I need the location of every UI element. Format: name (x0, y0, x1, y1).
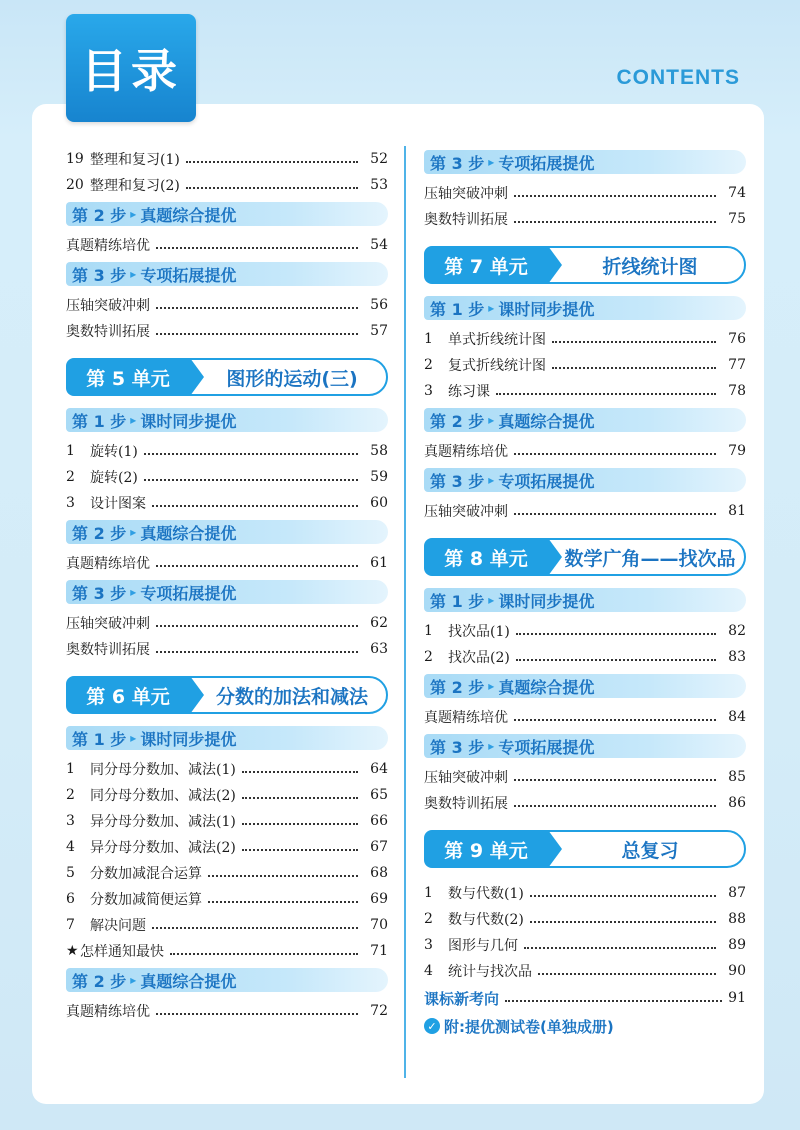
arrow-icon: ▸ (488, 473, 495, 487)
toc-row[interactable]: ★ 怎样通知最快 71 (66, 943, 388, 960)
step-header: 第 1 步 ▸ 课时同步提优 (424, 296, 746, 320)
unit-8-header: 第 8 单元 数学广角——找次品 (424, 538, 746, 578)
appendix-entry[interactable]: ✓ 附:提优测试卷(单独成册) (424, 1012, 746, 1040)
arrow-icon: ▸ (488, 593, 495, 607)
toc-row[interactable]: 3 练习课 78 (424, 383, 746, 400)
toc-row[interactable]: 压轴突破冲刺 81 (424, 503, 746, 520)
arrow-icon: ▸ (130, 731, 137, 745)
toc-row[interactable]: 1 旋转(1) 58 (66, 443, 388, 460)
toc-row[interactable]: 3 设计图案 60 (66, 495, 388, 512)
toc-row[interactable]: 真题精练培优 72 (66, 1003, 388, 1020)
toc-row[interactable]: 1 数与代数(1) 87 (424, 885, 746, 902)
toc-row[interactable]: 3 异分母分数加、减法(1) 66 (66, 813, 388, 830)
step-header: 第 3 步 ▸ 专项拓展提优 (424, 468, 746, 492)
arrow-icon: ▸ (488, 301, 495, 315)
toc-row[interactable]: 压轴突破冲刺 56 (66, 297, 388, 314)
step-header: 第 2 步 ▸ 真题综合提优 (66, 202, 388, 226)
step-header: 第 2 步 ▸ 真题综合提优 (424, 674, 746, 698)
arrow-icon: ▸ (130, 585, 137, 599)
toc-row[interactable]: 20 整理和复习(2) 53 (66, 177, 388, 194)
unit-5-header: 第 5 单元 图形的运动(三) (66, 358, 388, 398)
toc-row[interactable]: 4 异分母分数加、减法(2) 67 (66, 839, 388, 856)
toc-row[interactable]: 奥数特训拓展 75 (424, 211, 746, 228)
step-header: 第 3 步 ▸ 专项拓展提优 (424, 150, 746, 174)
toc-row[interactable]: 2 数与代数(2) 88 (424, 911, 746, 928)
toc-row[interactable]: 6 分数加减简便运算 69 (66, 891, 388, 908)
page-title: 目录 (66, 14, 196, 122)
arrow-icon: ▸ (488, 679, 495, 693)
step-header: 第 3 步 ▸ 专项拓展提优 (66, 262, 388, 286)
left-column (66, 146, 388, 1024)
toc-row[interactable]: 3 图形与几何 89 (424, 937, 746, 954)
toc-row[interactable]: 1 找次品(1) 82 (424, 623, 746, 640)
arrow-icon: ▸ (488, 739, 495, 753)
step-header: 第 2 步 ▸ 真题综合提优 (66, 968, 388, 992)
toc-row[interactable]: 压轴突破冲刺 85 (424, 769, 746, 786)
toc-row[interactable]: 真题精练培优 54 (66, 237, 388, 254)
toc-row[interactable]: 5 分数加减混合运算 68 (66, 865, 388, 882)
toc-row[interactable]: 压轴突破冲刺 62 (66, 615, 388, 632)
right-column (424, 146, 746, 1040)
step-header: 第 1 步 ▸ 课时同步提优 (66, 408, 388, 432)
toc-row[interactable]: 7 解决问题 70 (66, 917, 388, 934)
step-header: 第 2 步 ▸ 真题综合提优 (424, 408, 746, 432)
toc-row[interactable]: 4 统计与找次品 90 (424, 963, 746, 980)
arrow-icon: ▸ (130, 413, 137, 427)
toc-row[interactable]: 真题精练培优 61 (66, 555, 388, 572)
step-header: 第 3 步 ▸ 专项拓展提优 (424, 734, 746, 758)
extra-entry[interactable]: 课标新考向 91 (424, 989, 746, 1008)
unit-7-header: 第 7 单元 折线统计图 (424, 246, 746, 286)
unit-9-header: 第 9 单元 总复习 (424, 830, 746, 870)
toc-row[interactable]: 压轴突破冲刺 74 (424, 185, 746, 202)
arrow-icon: ▸ (130, 207, 137, 221)
toc-row[interactable]: 真题精练培优 84 (424, 709, 746, 726)
arrow-icon: ▸ (488, 155, 495, 169)
toc-row[interactable]: 2 复式折线统计图 77 (424, 357, 746, 374)
toc-row[interactable]: 真题精练培优 79 (424, 443, 746, 460)
step-header: 第 1 步 ▸ 课时同步提优 (424, 588, 746, 612)
arrow-icon: ▸ (130, 525, 137, 539)
toc-row[interactable]: 1 同分母分数加、减法(1) 64 (66, 761, 388, 778)
toc-row[interactable]: 奥数特训拓展 57 (66, 323, 388, 340)
arrow-icon: ▸ (130, 267, 137, 281)
step-header: 第 1 步 ▸ 课时同步提优 (66, 726, 388, 750)
check-circle-icon: ✓ (424, 1018, 440, 1034)
step-header: 第 3 步 ▸ 专项拓展提优 (66, 580, 388, 604)
step-header: 第 2 步 ▸ 真题综合提优 (66, 520, 388, 544)
toc-row[interactable]: 2 旋转(2) 59 (66, 469, 388, 486)
toc-row[interactable]: 2 找次品(2) 83 (424, 649, 746, 666)
contents-label: CONTENTS (616, 66, 740, 89)
toc-row[interactable]: 19 整理和复习(1) 52 (66, 151, 388, 168)
toc-row[interactable]: 2 同分母分数加、减法(2) 65 (66, 787, 388, 804)
toc-row[interactable]: 1 单式折线统计图 76 (424, 331, 746, 348)
column-divider (404, 146, 406, 1078)
toc-row[interactable]: 奥数特训拓展 63 (66, 641, 388, 658)
toc-row[interactable]: 奥数特训拓展 86 (424, 795, 746, 812)
arrow-icon: ▸ (488, 413, 495, 427)
unit-6-header: 第 6 单元 分数的加法和减法 (66, 676, 388, 716)
arrow-icon: ▸ (130, 973, 137, 987)
